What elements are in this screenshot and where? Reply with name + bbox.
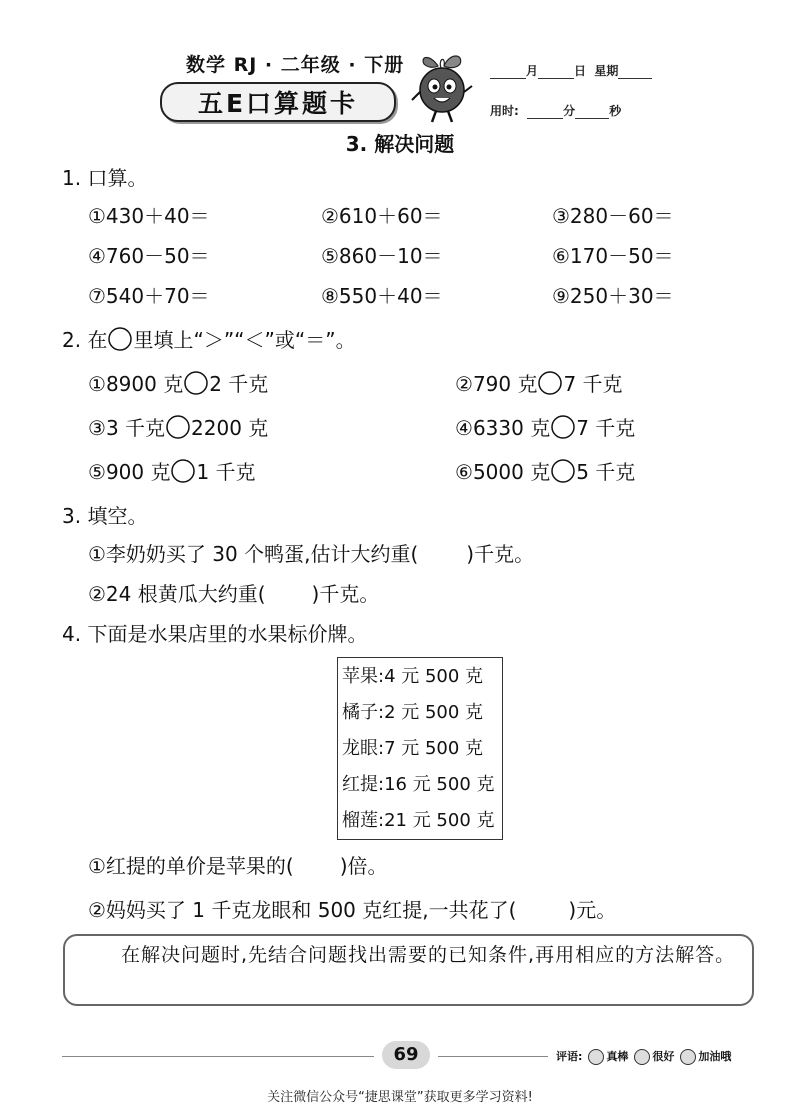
compare-item: ⑥5000 克 5 千克 (455, 460, 636, 484)
answer-circle[interactable] (183, 371, 209, 395)
smile-face-icon (588, 1049, 604, 1065)
date-field: 月 日 星期 (490, 62, 652, 79)
title-banner: 五E口算题卡 (160, 82, 396, 122)
answer-circle[interactable] (550, 459, 576, 483)
price-row: 红提:16 元 500 克 (342, 774, 495, 795)
compare-item: ⑤900 克 1 千克 (88, 460, 256, 484)
cheer-face-icon (680, 1049, 696, 1065)
q1-title: 1. 口算。 (62, 166, 148, 190)
mascot-icon (410, 52, 474, 124)
q1-item: ①430＋40＝ (88, 204, 210, 228)
price-row: 苹果:4 元 500 克 (342, 666, 484, 687)
q1-item: ⑦540＋70＝ (88, 284, 210, 308)
tip-box (63, 934, 754, 1006)
answer-circle[interactable] (170, 459, 196, 483)
fill-item: ②24 根黄瓜大约重( )千克。 (88, 582, 380, 606)
price-row: 榴莲:21 元 500 克 (342, 810, 495, 831)
happy-face-icon (634, 1049, 650, 1065)
fill-item: ①红提的单价是苹果的( )倍。 (88, 854, 388, 878)
price-row: 橘子:2 元 500 克 (342, 702, 484, 723)
fill-item: ①李奶奶买了 30 个鸭蛋,估计大约重( )千克。 (88, 542, 535, 566)
q4-title: 4. 下面是水果店里的水果标价牌。 (62, 622, 368, 646)
compare-item: ①8900 克 2 千克 (88, 372, 269, 396)
fill-item: ②妈妈买了 1 千克龙眼和 500 克红提,一共花了( )元。 (88, 898, 617, 922)
q1-item: ⑥170－50＝ (552, 244, 674, 268)
answer-circle[interactable] (165, 415, 191, 439)
price-row: 龙眼:7 元 500 克 (342, 738, 484, 759)
answer-circle[interactable] (537, 371, 563, 395)
q2-title: 2. 在 里填上“＞”“＜”或“＝”。 (62, 328, 356, 352)
q3-title: 3. 填空。 (62, 504, 148, 528)
footer-divider (438, 1056, 548, 1057)
section-title: 3. 解决问题 (345, 132, 455, 156)
price-board (337, 657, 503, 840)
time-field: 用时: 分 秒 (490, 104, 622, 118)
q1-item: ⑧550＋40＝ (321, 284, 443, 308)
compare-item: ④6330 克 7 千克 (455, 416, 636, 440)
q1-item: ②610＋60＝ (321, 204, 443, 228)
compare-item: ②790 克 7 千克 (455, 372, 623, 396)
tip-text: 在解决问题时,先结合问题找出需要的已知条件,再用相应的方法解答。 (121, 944, 736, 966)
q1-item: ④760－50＝ (88, 244, 210, 268)
compare-item: ③3 千克 2200 克 (88, 416, 269, 440)
q1-item: ⑤860－10＝ (321, 244, 443, 268)
circle-blank-icon (107, 327, 133, 351)
subject-label: 数学 RJ · 二年级 · 下册 (186, 54, 405, 76)
page-number: 69 (382, 1041, 430, 1069)
q1-item: ⑨250＋30＝ (552, 284, 674, 308)
footer-divider (62, 1056, 374, 1057)
footer-note: 关注微信公众号“捷思课堂”获取更多学习资料! (267, 1090, 533, 1105)
evaluation-bar: 评语: 真棒 很好 加油哦 (556, 1050, 732, 1063)
q1-item: ③280－60＝ (552, 204, 674, 228)
answer-circle[interactable] (550, 415, 576, 439)
